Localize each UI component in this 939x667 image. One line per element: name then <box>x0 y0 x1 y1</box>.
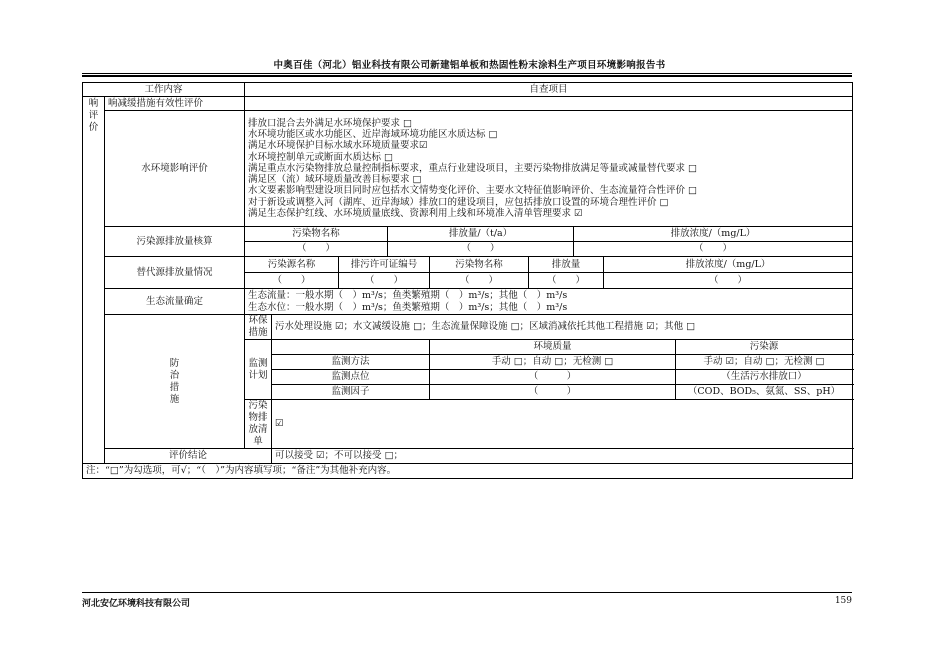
monitor-factor-src: （COD、BOD₅、氨氮、SS、pH） <box>676 385 853 400</box>
header-rule-thick <box>82 75 852 77</box>
eco-flow-label: 生态流量确定 <box>105 289 245 315</box>
monitor-col-src: 污染源 <box>676 340 853 355</box>
table-header-row <box>83 83 853 97</box>
replace-value: （ ） <box>339 273 430 289</box>
replace-value: （ ） <box>245 273 339 289</box>
water-impact-label: 水环境影响评价 <box>105 111 245 227</box>
eco-flow-line: 生态流量：一般水期（ ）m³/s；鱼类繁殖期（ ）m³/s；其他（ ）m³/s <box>248 290 568 302</box>
water-impact-item: 排放口混合去外满足水环境保护要求 □ <box>248 118 413 130</box>
monitor-method-label: 监测方法 <box>272 355 430 370</box>
footer-rule <box>82 592 852 593</box>
replace-header: 排放浓度/（mg/L） <box>604 257 853 273</box>
pollutant-total-header: 污染物名称 <box>245 227 388 242</box>
water-impact-items <box>245 111 853 227</box>
water-impact-item: 满足水环境保护目标水域水环境质量要求☑ <box>248 140 428 152</box>
discharge-list-label: 污染物排放清单 <box>245 400 272 449</box>
water-impact-item: 水环境控制单元或断面水质达标 □ <box>248 151 394 163</box>
table-row <box>83 464 853 479</box>
table-note: 注：“□”为勾选项，可√；“（ ）”为内容填写项；“备注”为其他补充内容。 <box>83 464 853 479</box>
monitor-col-env: 环境质量 <box>430 340 676 355</box>
conclusion-label: 评价结论 <box>105 449 272 464</box>
pollutant-total-value: （ ） <box>574 242 853 257</box>
env-measures-value: 污水处理设施 ☑；水文减缓设施 □；生态流量保障设施 □；区域消减依托其他工程措施 ☑；其他 □ <box>272 315 853 340</box>
mitigation-value <box>245 97 853 111</box>
replace-header: 污染源名称 <box>245 257 339 273</box>
monitor-method-env: 手动 □；自动 □；无检测 □ <box>430 355 676 370</box>
table-row <box>83 111 853 227</box>
col-check-header: 自查项目 <box>245 83 853 97</box>
pollutant-total-value: （ ） <box>245 242 388 257</box>
monitor-factor-label: 监测因子 <box>272 385 430 400</box>
col-work-header: 工作内容 <box>83 83 245 97</box>
table-row <box>83 97 853 111</box>
water-impact-item: 水文要素影响型建设项目同时应包括水文情势变化评价、主要水文特征值影响评价、生态流量符合性评价 □ <box>248 185 698 197</box>
monitor-method-src: 手动 ☑；自动 □；无检测 □ <box>676 355 853 370</box>
pollutant-total-label: 污染源排放量核算 <box>105 227 245 257</box>
replace-value: （ ） <box>529 273 604 289</box>
monitoring-label: 监测计划 <box>245 340 272 400</box>
footer-company: 河北安亿环境科技有限公司 <box>82 599 191 609</box>
table-row <box>83 449 853 464</box>
conclusion-value: 可以接受 ☑；不可以接受 □； <box>272 449 853 464</box>
replace-header: 污染物名称 <box>430 257 529 273</box>
table-row <box>83 257 853 273</box>
table-row <box>83 315 853 340</box>
replace-value: （ ） <box>604 273 853 289</box>
page-header-title: 中奥百佳（河北）铝业科技有限公司新建铝单板和热固性粉末涂料生产项目环境影响报告书 <box>273 60 666 71</box>
pollutant-total-header: 排放浓度/（mg/L） <box>574 227 853 242</box>
water-impact-item: 满足重点水污染物排放总量控制指标要求，重点行业建设项目，主要污染物排放满足等量或减量替代要求 □ <box>248 162 698 174</box>
discharge-list-value: ☑ <box>272 400 853 449</box>
header-rule-thin <box>82 73 852 74</box>
pollutant-total-value: （ ） <box>388 242 574 257</box>
table-row <box>83 289 853 315</box>
eco-flow-line: 生态水位：一般水期（ ）m³/s；鱼类繁殖期（ ）m³/s；其他（ ）m³/s <box>248 301 568 313</box>
section-prevent-label: 防 治 措 施 <box>105 315 245 449</box>
water-impact-item: 对于新设或调整入河（湖库、近岸海域）排放口的建设项目，应包括排放口设置的环境合理性评价 □ <box>248 196 669 208</box>
water-impact-item: 满足生态保护红线、水环境质量底线、资源利用上线和环境准入清单管理要求 ☑ <box>248 207 583 219</box>
water-impact-item: 满足区（流）域环境质量改善目标要求 □ <box>248 174 422 186</box>
replace-header: 排放量 <box>529 257 604 273</box>
env-measures-label: 环保措施 <box>245 315 272 340</box>
replace-value: （ ） <box>430 273 529 289</box>
monitor-point-label: 监测点位 <box>272 370 430 385</box>
water-impact-item: 水环境功能区或水功能区、近岸海域环境功能区水质达标 □ <box>248 129 498 141</box>
monitor-factor-env: （ ） <box>430 385 676 400</box>
self-check-table <box>82 82 853 479</box>
page-number: 159 <box>834 596 852 606</box>
section-impact-label: 响 评 价 <box>83 97 105 464</box>
eco-flow-values <box>245 289 853 315</box>
monitor-point-env: （ ） <box>430 370 676 385</box>
replace-label: 替代源排放量情况 <box>105 257 245 289</box>
mitigation-label: 响减缓措施有效性评价 <box>105 97 245 111</box>
pollutant-total-header: 排放量/（t/a） <box>388 227 574 242</box>
replace-header: 排污许可证编号 <box>339 257 430 273</box>
table-row <box>83 227 853 242</box>
monitor-point-src: （生活污水排放口） <box>676 370 853 385</box>
